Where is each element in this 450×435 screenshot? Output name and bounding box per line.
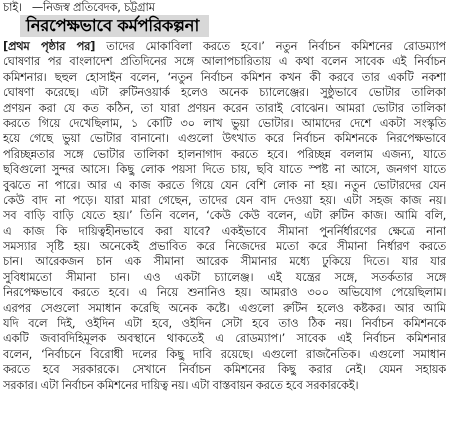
byline: —নিজস্ব প্রতিবেদক, চট্টগ্রাম bbox=[31, 0, 155, 14]
article-line: ছবিগুলো সুন্দর আসে। কিছু লোক পয়সা দিতে চায়, ছবি যাতে স্পষ্ট না আসে, জনগণ যাতে bbox=[3, 162, 446, 177]
article-line: এরপর সেগুলো সমাধান করেছি অনেক কষ্টে। এগুলো রুটিন হলেও কষ্টকর। আর আমি bbox=[3, 300, 446, 315]
article-line: এ কাজ কি দায়িত্বহীনভাবে করা যাবে? একইভাবে সীমানা পুনর্নির্ধারণের ক্ষেত্রে নানা bbox=[3, 223, 446, 238]
article-line: বুঝতে না পারে। আর এ কাজ করতে গিয়ে যেন বেশি লোক না হয়। নতুন ভোটারদের যেন bbox=[3, 177, 446, 192]
continuation-tag: [প্রথম পৃষ্ঠার পর] bbox=[3, 39, 96, 53]
article-line: যদি বলে দিই, ওইদিন এটা হবে, ওইদিন সেটা হবে তাও ঠিক নয়। নির্বাচন কমিশনকে bbox=[3, 316, 446, 331]
previous-article-last-word: চাই। bbox=[3, 0, 22, 14]
article-line: হয়ে গেছে ভুয়া ভোটার বানানো। এগুলো উৎখাত করে নির্বাচন কমিশনকে নিরপেক্ষভাবে bbox=[3, 131, 446, 146]
previous-article-ending bbox=[3, 0, 446, 15]
article-line: বলেন, ‘নির্বাচনে বিরোধী দলের কিছু দাবি রয়েছে। এগুলো রাজনৈতিক। এগুলো সমাধান bbox=[3, 346, 446, 361]
headline-container bbox=[20, 15, 446, 37]
article-line: ঘোষণার পর বাংলাদেশ প্রতিদিনের সঙ্গে আলাপচারিতায় এ কথা বলেন সাবেক এই নির্বাচন bbox=[3, 54, 446, 69]
article-line: করতে হবে সরকারকে। সেখানে নির্বাচন কমিশনের কিছু করার নেই। যেমন সহায়ক bbox=[3, 362, 446, 377]
article-line: প্রণয়ন করা যে কত কঠিন, তা যারা প্রণয়ন করেন তারাই বোঝেন। আমরা ভোটার তালিকা bbox=[3, 100, 446, 115]
article-line: চান। আরেকজন চান এক সীমানা আরেক সীমানার মধ্যে ঢুকিয়ে দিতে। যার যার bbox=[3, 254, 446, 269]
headline: নিরপেক্ষভাবে কর্মপরিকল্পনা bbox=[20, 15, 209, 37]
article-body bbox=[3, 39, 446, 393]
article-line bbox=[3, 39, 446, 54]
article-line: সরকার। এটা নির্বাচন কমিশনের দায়িত্ব নয়। এটা বাস্তবায়ন করতে হবে সরকারকেই। bbox=[3, 377, 359, 392]
article-line: সমস্যার সৃষ্টি হয়। অনেকেই প্রভাবিত করে নিজেদের মতো করে সীমানা নির্ধারণ করতে bbox=[3, 239, 446, 254]
article-line: একটি জবাবদিহিমূলক অবস্থানে থাকতেই এ রোডম্যাপ।’ সাবেক এই নির্বাচন কমিশনার bbox=[3, 331, 446, 346]
article-line-text: তাদের মোকাবিলা করতে হবে।’ নতুন নির্বাচন কমিশনের রোডম্যাপ bbox=[95, 39, 446, 53]
article-line: সুবিধামতো সীমানা চান। এও একটা চ্যালেঞ্জ। এই যন্ত্রের সঙ্গে, সতর্কতার সঙ্গে bbox=[3, 269, 446, 284]
article-line: কেউ বাদ না পড়ে। যারা মারা গেছেন, তাদের যেন বাদ দেওয়া হয়। এটা সহজ কাজ নয়। bbox=[3, 192, 446, 207]
article-line: পরিচ্ছন্নতার সঙ্গে ভোটার তালিকা হালনাগাদ করতে হবে। পরিচ্ছন্ন বললাম এজন্য, যাতে bbox=[3, 146, 446, 161]
article-line: কমিশনার। ছহুল হোসাইন বলেন, ‘নতুন নির্বাচন কমিশন কখন কী করবে তার একটি নকশা bbox=[3, 69, 446, 84]
article-line: করতে গিয়ে দেখেছিলাম, ১ কোটি ৩০ লাখ ভুয়া ভোটার। আমাদের দেশে একটা সংস্কৃতি bbox=[3, 115, 446, 130]
article-line: ঘোষণা করেছে। এটা রুটিনওয়ার্ক হলেও অনেক চ্যালেঞ্জের। সুষ্ঠুভাবে ভোটার তালিকা bbox=[3, 85, 446, 100]
article-line: নিরপেক্ষভাবে করতে হবে। এ নিয়ে শুনানিও হয়। আমরাও ৩০০ অভিযোগ পেয়েছিলাম। bbox=[3, 285, 446, 300]
article-line: সব বাড়ি বাড়ি যেতে হয়।’ তিনি বলেন, ‘কেউ কেউ বলেন, এটা রুটিন কাজ। আমি বলি, bbox=[3, 208, 446, 223]
